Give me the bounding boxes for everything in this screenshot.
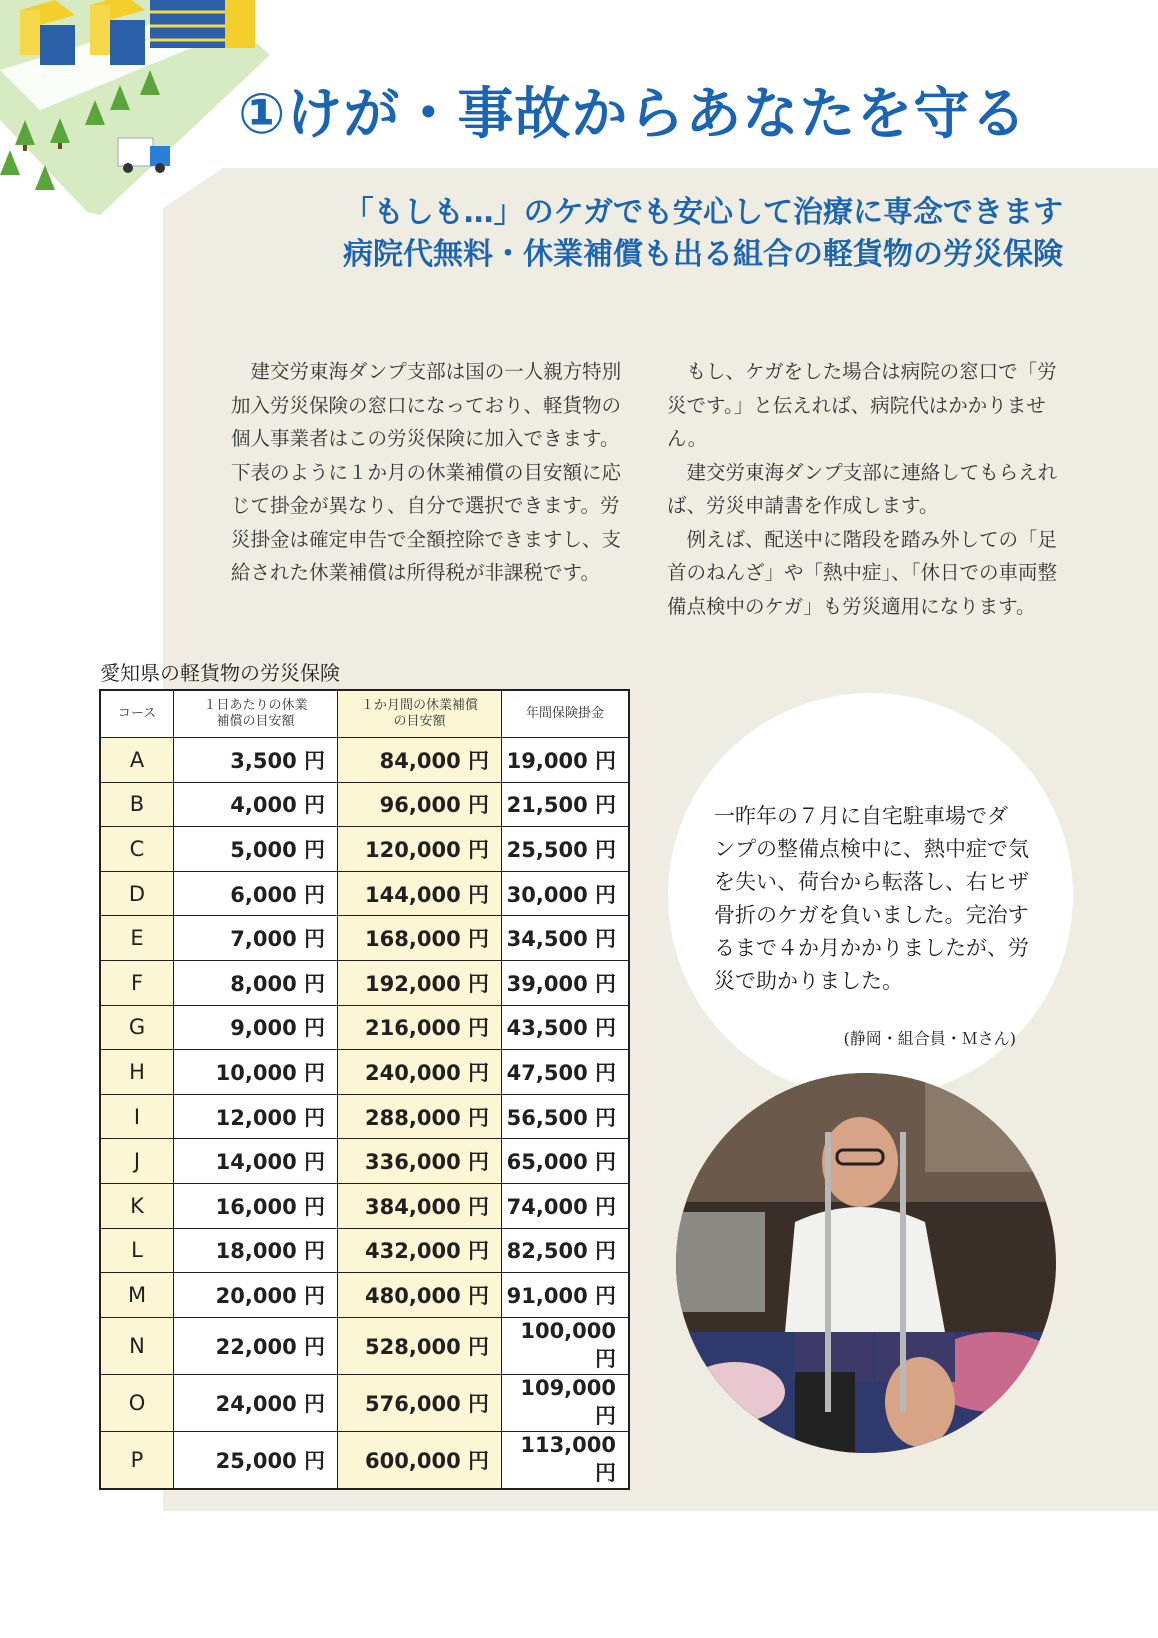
cell-daily: 6,000 円 <box>174 871 338 916</box>
paragraph: 建交労東海ダンプ支部に連絡してもらえれば、労災申請書を作成します。 <box>667 460 1058 517</box>
cell-annual: 39,000 円 <box>502 960 630 1005</box>
table-row <box>100 1005 629 1050</box>
cell-annual: 91,000 円 <box>502 1273 630 1318</box>
cell-monthly: 480,000 円 <box>338 1273 502 1318</box>
cell-daily: 5,000 円 <box>174 827 338 872</box>
cell-annual: 65,000 円 <box>502 1139 630 1184</box>
table-row <box>100 916 629 961</box>
body-column-1 <box>231 355 631 590</box>
table-row <box>100 1228 629 1273</box>
cell-course: H <box>100 1050 174 1095</box>
cell-monthly: 336,000 円 <box>338 1139 502 1184</box>
building-icon <box>150 0 255 48</box>
cell-daily: 14,000 円 <box>174 1139 338 1184</box>
table-row <box>100 1431 629 1489</box>
cell-daily: 16,000 円 <box>174 1183 338 1228</box>
cell-course: C <box>100 827 174 872</box>
cell-course: J <box>100 1139 174 1184</box>
cell-annual: 113,000 円 <box>502 1431 630 1489</box>
cell-daily: 8,000 円 <box>174 960 338 1005</box>
cell-course: N <box>100 1317 174 1374</box>
cell-course: L <box>100 1228 174 1273</box>
subtitle <box>343 192 1063 276</box>
table-row <box>100 1183 629 1228</box>
header-daily: １日あたりの休業 補償の目安額 <box>174 690 338 738</box>
cell-annual: 109,000 円 <box>502 1374 630 1431</box>
table-row <box>100 1273 629 1318</box>
cell-course: D <box>100 871 174 916</box>
table-row <box>100 1050 629 1095</box>
paragraph: 例えば、配送中に階段を踏み外しての「足首のねんざ」や「熱中症」、「休日での車両整備点検中のケガ」も労災適用になります。 <box>667 527 1058 618</box>
paragraph: もし、ケガをした場合は病院の窓口で「労災です。」と伝えれば、病院代はかかりません。 <box>667 360 1057 450</box>
table-row <box>100 1139 629 1184</box>
cell-monthly: 96,000 円 <box>338 782 502 827</box>
cell-annual: 34,500 円 <box>502 916 630 961</box>
testimonial-text: 一昨年の７月に自宅駐車場でダンプの整備点検中に、熱中症で気を失い、荷台から転落し、右ヒザ骨折のケガを負いました。完治するまで４か月かかりましたが、労災で助かりました。 <box>714 804 1029 993</box>
table-row <box>100 1317 629 1374</box>
member-photo <box>675 1072 1057 1454</box>
cell-daily: 22,000 円 <box>174 1317 338 1374</box>
cell-monthly: 528,000 円 <box>338 1317 502 1374</box>
cell-monthly: 432,000 円 <box>338 1228 502 1273</box>
cell-monthly: 84,000 円 <box>338 738 502 783</box>
cell-course: P <box>100 1431 174 1489</box>
cell-monthly: 168,000 円 <box>338 916 502 961</box>
cell-annual: 100,000 円 <box>502 1317 630 1374</box>
cell-daily: 7,000 円 <box>174 916 338 961</box>
cell-annual: 74,000 円 <box>502 1183 630 1228</box>
cell-daily: 9,000 円 <box>174 1005 338 1050</box>
cell-course: O <box>100 1374 174 1431</box>
cell-daily: 20,000 円 <box>174 1273 338 1318</box>
cell-monthly: 192,000 円 <box>338 960 502 1005</box>
cell-course: E <box>100 916 174 961</box>
cell-monthly: 288,000 円 <box>338 1094 502 1139</box>
table-header-row <box>100 690 629 738</box>
cell-monthly: 216,000 円 <box>338 1005 502 1050</box>
cell-daily: 25,000 円 <box>174 1431 338 1489</box>
header-annual: 年間保険掛金 <box>502 690 630 738</box>
cell-daily: 10,000 円 <box>174 1050 338 1095</box>
cell-monthly: 384,000 円 <box>338 1183 502 1228</box>
cell-daily: 12,000 円 <box>174 1094 338 1139</box>
table-caption: 愛知県の軽貨物の労災保険 <box>100 661 340 685</box>
table-row <box>100 1094 629 1139</box>
page-title: ①けが・事故からあなたを守る <box>238 82 1028 147</box>
insurance-rate-table <box>99 689 630 1490</box>
table-row <box>100 960 629 1005</box>
cell-course: A <box>100 738 174 783</box>
paragraph: 建交労東海ダンプ支部は国の一人親方特別加入労災保険の窓口になっており、軽貨物の個人事業者はこの労災保険に加入できます。下表のように１か月の休業補償の目安額に応じて掛金が異なり、自分で選択できます。労災掛金は確定申告で全額控除できますし、支給された休業補償は所得税が非課税です。 <box>231 360 622 584</box>
table-row <box>100 827 629 872</box>
cell-annual: 19,000 円 <box>502 738 630 783</box>
table-row <box>100 738 629 783</box>
cell-monthly: 144,000 円 <box>338 871 502 916</box>
cell-daily: 4,000 円 <box>174 782 338 827</box>
table-row <box>100 871 629 916</box>
cell-course: F <box>100 960 174 1005</box>
cell-course: I <box>100 1094 174 1139</box>
header-monthly: １か月間の休業補償 の目安額 <box>338 690 502 738</box>
cell-course: M <box>100 1273 174 1318</box>
cell-monthly: 576,000 円 <box>338 1374 502 1431</box>
cell-course: B <box>100 782 174 827</box>
cell-daily: 18,000 円 <box>174 1228 338 1273</box>
cell-annual: 21,500 円 <box>502 782 630 827</box>
table-row <box>100 782 629 827</box>
cell-annual: 56,500 円 <box>502 1094 630 1139</box>
cell-monthly: 120,000 円 <box>338 827 502 872</box>
cell-annual: 30,000 円 <box>502 871 630 916</box>
cell-annual: 47,500 円 <box>502 1050 630 1095</box>
cell-annual: 43,500 円 <box>502 1005 630 1050</box>
cell-annual: 82,500 円 <box>502 1228 630 1273</box>
subtitle-line-2: 病院代無料・休業補償も出る組合の軽貨物の労災保険 <box>343 237 1063 272</box>
cell-monthly: 600,000 円 <box>338 1431 502 1489</box>
cell-daily: 24,000 円 <box>174 1374 338 1431</box>
cell-daily: 3,500 円 <box>174 738 338 783</box>
cell-course: G <box>100 1005 174 1050</box>
subtitle-line-1: 「もしも…」のケガでも安心して治療に専念できます <box>343 195 1063 230</box>
cell-course: K <box>100 1183 174 1228</box>
cell-monthly: 240,000 円 <box>338 1050 502 1095</box>
table-row <box>100 1374 629 1431</box>
header-course: コース <box>100 690 174 738</box>
cell-annual: 25,500 円 <box>502 827 630 872</box>
body-column-2 <box>667 355 1067 623</box>
testimonial-attribution: (静岡・組合員・Ｍさん) <box>843 1029 1016 1048</box>
town-illustration <box>0 0 270 215</box>
